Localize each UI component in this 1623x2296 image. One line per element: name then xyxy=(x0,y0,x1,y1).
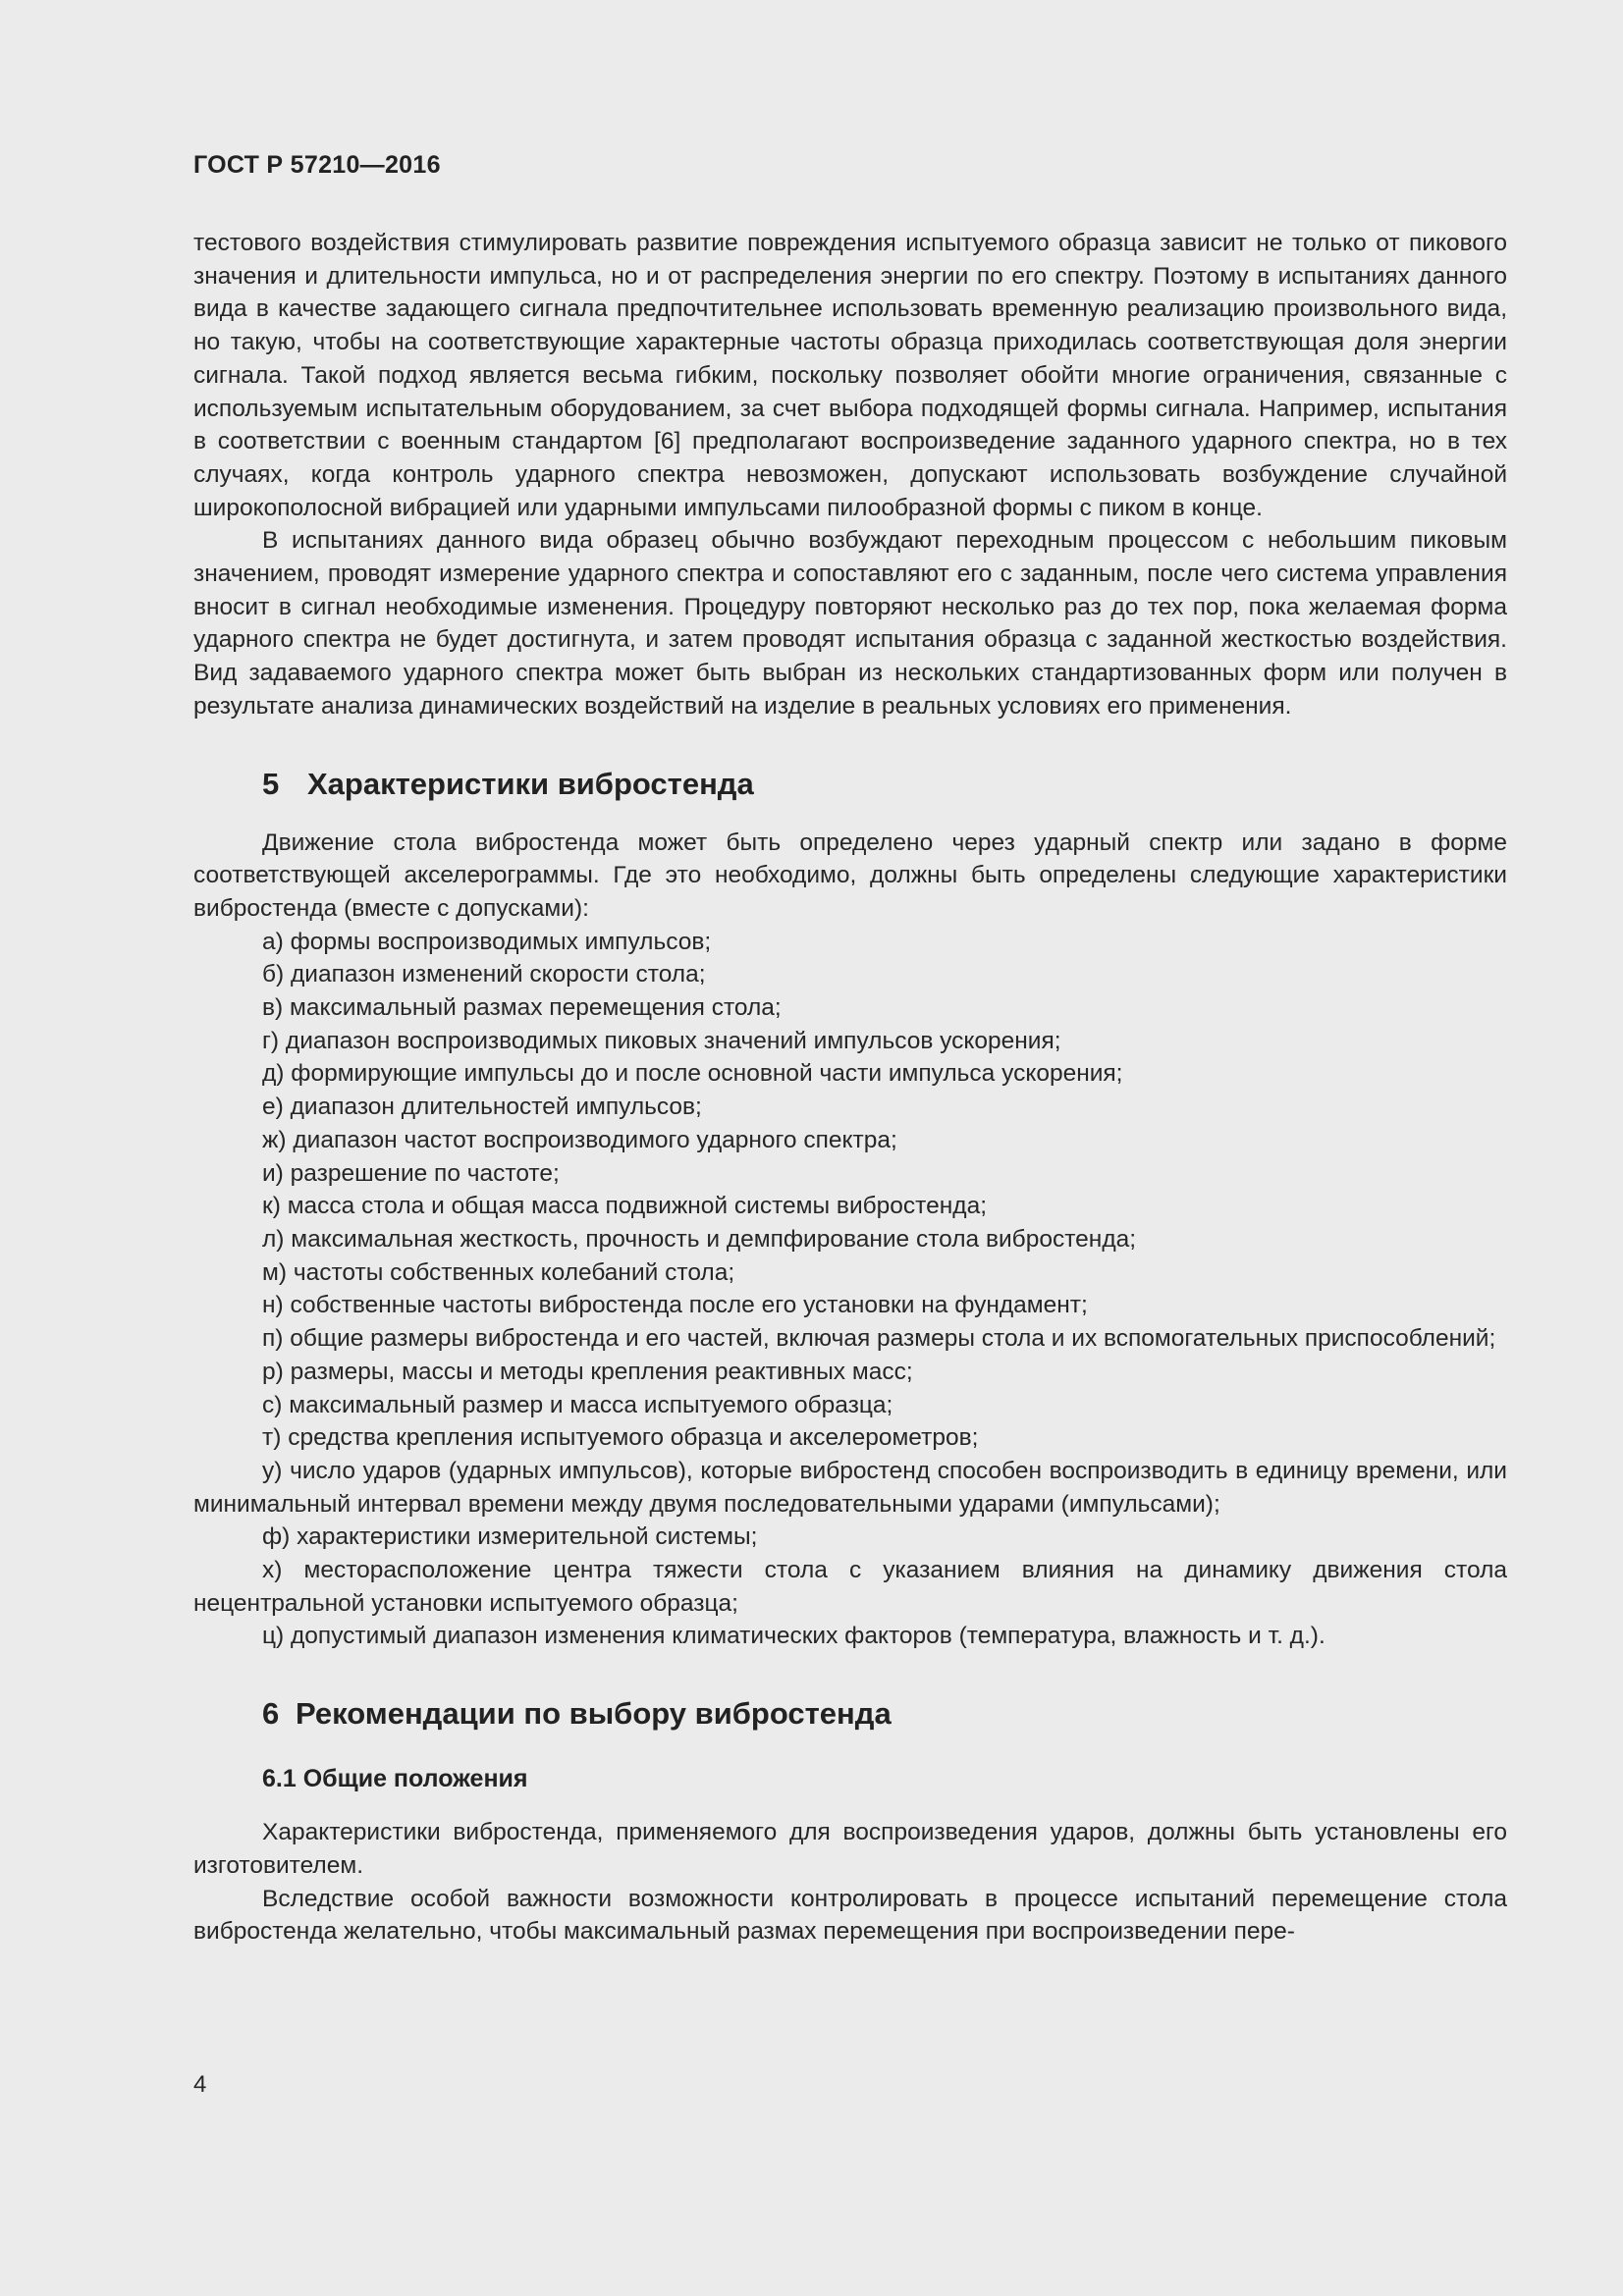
section-6-title: Рекомендации по выбору вибростенда xyxy=(296,1696,892,1732)
list-item xyxy=(193,1389,1507,1422)
list-item-text: общие размеры вибростенда и его частей, включая размеры стола и их вспомогательных приспособлений; xyxy=(290,1325,1496,1353)
list-item-text: размеры, массы и методы крепления реактивных масс; xyxy=(290,1358,913,1385)
list-item-mark: ц) xyxy=(262,1623,285,1650)
list-item-mark: х) xyxy=(262,1557,283,1584)
subsection-6-1-title: Общие положения xyxy=(302,1765,528,1793)
section-6-number: 6 xyxy=(262,1696,280,1732)
list-item xyxy=(193,1124,1507,1157)
list-item xyxy=(193,1421,1507,1455)
list-item xyxy=(193,1521,1507,1554)
list-item-text: максимальный размах перемещения стола; xyxy=(290,994,782,1022)
list-item xyxy=(193,1455,1507,1521)
section-5-title: Характеристики вибростенда xyxy=(307,766,754,801)
list-item-text: диапазон воспроизводимых пиковых значений импульсов ускорения; xyxy=(285,1027,1061,1054)
list-item-mark: ф) xyxy=(262,1523,291,1551)
document-body xyxy=(193,227,1507,1949)
list-item-text: формы воспроизводимых импульсов; xyxy=(290,928,712,955)
list-item xyxy=(193,991,1507,1025)
list-item-text: диапазон изменений скорости стола; xyxy=(291,961,706,988)
list-item-mark: к) xyxy=(262,1193,281,1220)
list-item-text: собственные частоты вибростенда после его установки на фундамент; xyxy=(290,1292,1088,1319)
list-item-mark: б) xyxy=(262,961,285,988)
section-6-paragraph: Характеристики вибростенда, применяемого для воспроизведения ударов, должны быть установлены его изготовителем. xyxy=(193,1819,1507,1879)
list-item-text: диапазон длительностей импульсов; xyxy=(290,1094,702,1121)
list-item xyxy=(193,1091,1507,1124)
list-item-text: число ударов (ударных импульсов), которые вибростенд способен воспроизводить в единицу времени, или минимальный интервал времени между двумя последовательными ударами (импульсами); xyxy=(193,1457,1507,1518)
list-item-text: разрешение по частоте; xyxy=(290,1159,560,1187)
list-item-mark: т) xyxy=(262,1424,282,1452)
list-item-mark: а) xyxy=(262,928,284,955)
list-item-text: максимальная жесткость, прочность и демпфирование стола вибростенда; xyxy=(291,1225,1137,1253)
list-item-mark: е) xyxy=(262,1094,284,1121)
list-item-mark: н) xyxy=(262,1292,284,1319)
section-5-heading xyxy=(262,765,1507,804)
list-item-mark: ж) xyxy=(262,1126,287,1153)
list-item xyxy=(193,1223,1507,1256)
list-item xyxy=(193,1157,1507,1191)
list-item xyxy=(193,1256,1507,1290)
list-item-mark: р) xyxy=(262,1358,284,1385)
list-item xyxy=(193,1289,1507,1322)
list-item-mark: л) xyxy=(262,1225,285,1253)
list-item-text: масса стола и общая масса подвижной системы вибростенда; xyxy=(287,1193,987,1220)
subsection-6-1-heading xyxy=(262,1761,1507,1796)
paragraph-intro-second: В испытаниях данного вида образец обычно возбуждают переходным процессом с небольшим пиковым значением, проводят измерение ударного спектра и сопоставляют его с заданным, после чего система управления вносит в сигнал необходимые изменения. Процедуру повторяют несколько раз до тех пор, пока желаемая форма ударного спектра не будет достигнута, и затем проводят испытания образца с заданной жесткостью воздействия. Вид задаваемого ударного спектра может быть выбран из нескольких стандартизованных форм или получен в результате анализа динамических воздействий на изделие в реальных условиях его применения. xyxy=(193,527,1507,720)
list-item xyxy=(193,1554,1507,1620)
list-item-mark: и) xyxy=(262,1159,284,1187)
list-item xyxy=(193,1025,1507,1058)
list-item-text: формирующие импульсы до и после основной части импульса ускорения; xyxy=(291,1060,1123,1088)
list-item-mark: с) xyxy=(262,1391,283,1418)
paragraph-intro-continuation: тестового воздействия стимулировать развитие повреждения испытуемого образца зависит не только от пикового значения и длительности импульса, но и от распределения энергии по его спектру. Поэтому в испытаниях данного вида в качестве задающего сигнала предпочтительнее использовать временную реализацию произвольного вида, но такую, чтобы на соответствующие характерные частоты образца приходилась соответствующая доля энергии сигнала. Такой подход является весьма гибким, поскольку позволяет обойти многие ограничения, связанные с используемым испытательным оборудованием, за счет выбора подходящей формы сигнала. Например, испытания в соответствии с военным стандартом [6] предполагают воспроизведение заданного ударного спектра, но в тех случаях, когда контроль ударного спектра невозможен, допускают использовать возбуждение случайной широкополосной вибрацией или ударными импульсами пилообразной формы с пиком в конце. xyxy=(193,230,1507,521)
list-item-text: средства крепления испытуемого образца и акселерометров; xyxy=(288,1424,979,1452)
list-item xyxy=(193,1620,1507,1653)
section-6-heading xyxy=(262,1694,1507,1734)
section-5-intro: Движение стола вибростенда может быть определено через ударный спектр или задано в форме соответствующей акселерограммы. Где это необходимо, должны быть определены следующие характеристики вибростенда (вместе с допусками): xyxy=(193,828,1507,922)
list-item-text: характеристики измерительной системы; xyxy=(297,1523,758,1551)
subsection-6-1-number: 6.1 xyxy=(262,1765,297,1793)
list-item xyxy=(193,1057,1507,1091)
list-item-text: максимальный размер и масса испытуемого образца; xyxy=(289,1391,893,1418)
list-item-mark: п) xyxy=(262,1325,284,1353)
list-item xyxy=(193,1322,1507,1356)
list-item-text: диапазон частот воспроизводимого ударного спектра; xyxy=(293,1126,897,1153)
list-item-mark: в) xyxy=(262,994,284,1022)
section-5-list xyxy=(193,926,1507,1653)
list-item-mark: у) xyxy=(262,1457,283,1484)
list-item-text: месторасположение центра тяжести стола с указанием влияния на динамику движения стола нецентральной установки испытуемого образца; xyxy=(193,1557,1507,1617)
list-item-mark: г) xyxy=(262,1027,280,1054)
page-number: 4 xyxy=(193,2071,207,2098)
list-item-mark: м) xyxy=(262,1258,288,1286)
document-code-header: ГОСТ Р 57210—2016 xyxy=(193,151,441,179)
section-6-paragraph: Вследствие особой важности возможности контролировать в процессе испытаний перемещение стола вибростенда желательно, чтобы максимальный размах перемещения при воспроизведении пере- xyxy=(193,1885,1507,1946)
list-item-mark: д) xyxy=(262,1060,285,1088)
section-5-number: 5 xyxy=(262,766,280,801)
list-item xyxy=(193,1356,1507,1389)
list-item-text: допустимый диапазон изменения климатических факторов (температура, влажность и т. д.). xyxy=(291,1623,1325,1650)
list-item xyxy=(193,1190,1507,1223)
list-item xyxy=(193,926,1507,959)
list-item-text: частоты собственных колебаний стола; xyxy=(293,1258,735,1286)
list-item xyxy=(193,958,1507,991)
